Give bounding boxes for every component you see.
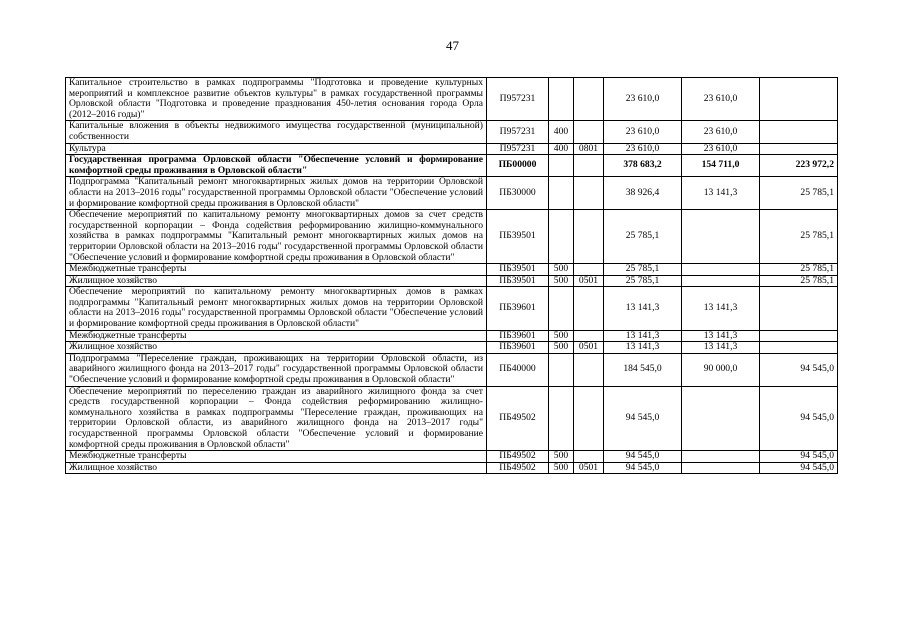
table-body [66,78,838,474]
cell-amount-2016: 23 610,0 [682,78,760,121]
cell-target-article: ПБ39501 [487,210,549,264]
cell-amount-2017: 25 785,1 [760,264,838,276]
cell-total: 25 785,1 [604,210,682,264]
cell-target-article: П957231 [487,143,549,155]
cell-section [574,353,604,386]
table-row [66,342,838,354]
cell-total: 23 610,0 [604,143,682,155]
table-row [66,155,838,177]
cell-amount-2016: 13 141,3 [682,177,760,210]
cell-description: Подпрограмма "Капитальный ремонт многоквартирных жилых домов на территории Орловской области на 2013–2016 годы" государственной программы Орловской области "Обеспечение условий и формирование комфортной среды проживания в Орловской области" [66,177,487,210]
cell-amount-2017 [760,78,838,121]
table-row [66,330,838,342]
table-row [66,121,838,143]
cell-target-article: П957231 [487,121,549,143]
cell-target-article: ПБ39601 [487,330,549,342]
cell-description: Культура [66,143,487,155]
cell-amount-2016: 13 141,3 [682,287,760,330]
cell-description: Капитальное строительство в рамках подпрограммы "Подготовка и проведение культурных мероприятий и комплексное развитие объектов культуры" в рамках государственной программы Орловской области "Подготовка и проведение празднования 450-летия основания города Орла (2012–2016 годы)" [66,78,487,121]
cell-section [574,121,604,143]
table-row [66,275,838,287]
cell-amount-2017: 25 785,1 [760,177,838,210]
cell-amount-2017: 25 785,1 [760,275,838,287]
cell-target-article: ПБ40000 [487,353,549,386]
budget-table [65,77,838,474]
cell-expense-type [549,210,574,264]
cell-description: Обеспечение мероприятий по переселению граждан из аварийного жилищного фонда за счет средств государственной корпорации – Фонда содействия реформированию жилищно-коммунального хозяйства в рамках подпрограммы "Переселение граждан, проживающих на территории Орловской области, из аварийного жилищного фонда на 2013–2017 годы" государственной программы Орловской области "Обеспечение условий и формирование комфортной среды проживания в Орловской области" [66,386,487,451]
cell-amount-2016: 154 711,0 [682,155,760,177]
cell-description: Обеспечение мероприятий по капитальному ремонту многоквартирных домов за счет средств государственной корпорации – Фонда содействия реформированию жилищно-коммунального хозяйства в рамках подпрограммы "Капитальный ремонт многоквартирных жилых домов на территории Орловской области на 2013–2016 годы" государственной программы Орловской области "Обеспечение условий и формирование комфортной среды проживания в Орловской области" [66,210,487,264]
cell-amount-2016: 90 000,0 [682,353,760,386]
cell-amount-2017: 223 972,2 [760,155,838,177]
cell-amount-2017 [760,330,838,342]
cell-description: Жилищное хозяйство [66,342,487,354]
cell-amount-2017: 25 785,1 [760,210,838,264]
table-row [66,78,838,121]
cell-section: 0501 [574,275,604,287]
cell-total: 38 926,4 [604,177,682,210]
cell-amount-2016 [682,386,760,451]
table-row [66,462,838,474]
cell-description: Межбюджетные трансферты [66,330,487,342]
cell-description: Подпрограмма "Переселение граждан, проживающих на территории Орловской области, из аварийного жилищного фонда на 2013–2017 годы" государственной программы Орловской области "Обеспечение условий и формирование комфортной среды проживания в Орловской области" [66,353,487,386]
cell-total: 378 683,2 [604,155,682,177]
table-row [66,264,838,276]
cell-expense-type [549,353,574,386]
cell-section [574,78,604,121]
cell-expense-type: 500 [549,264,574,276]
cell-amount-2016 [682,451,760,463]
cell-total: 23 610,0 [604,78,682,121]
cell-amount-2017: 94 545,0 [760,462,838,474]
cell-expense-type [549,155,574,177]
cell-description: Капитальные вложения в объекты недвижимого имущества государственной (муниципальной) собственности [66,121,487,143]
cell-total: 13 141,3 [604,330,682,342]
table-row [66,451,838,463]
cell-description: Жилищное хозяйство [66,462,487,474]
cell-amount-2016: 13 141,3 [682,342,760,354]
cell-section: 0801 [574,143,604,155]
cell-target-article: ПБ39601 [487,287,549,330]
cell-total: 25 785,1 [604,275,682,287]
cell-target-article: ПБ39501 [487,264,549,276]
cell-amount-2016 [682,210,760,264]
cell-total: 25 785,1 [604,264,682,276]
cell-amount-2016 [682,264,760,276]
cell-description: Межбюджетные трансферты [66,451,487,463]
table-row [66,386,838,451]
cell-expense-type: 400 [549,121,574,143]
cell-section [574,330,604,342]
cell-expense-type: 500 [549,342,574,354]
cell-expense-type: 400 [549,143,574,155]
cell-amount-2016: 23 610,0 [682,121,760,143]
cell-target-article: ПБ49502 [487,451,549,463]
cell-section [574,451,604,463]
cell-expense-type: 500 [549,275,574,287]
cell-expense-type [549,78,574,121]
cell-total: 13 141,3 [604,342,682,354]
cell-amount-2017 [760,342,838,354]
cell-section [574,386,604,451]
cell-section [574,210,604,264]
cell-amount-2017: 94 545,0 [760,353,838,386]
page-number: 47 [446,38,459,53]
cell-total: 94 545,0 [604,462,682,474]
cell-amount-2016 [682,275,760,287]
cell-total: 13 141,3 [604,287,682,330]
cell-total: 184 545,0 [604,353,682,386]
cell-expense-type: 500 [549,451,574,463]
cell-description: Государственная программа Орловской области "Обеспечение условий и формирование комфортной среды проживания в Орловской области" [66,155,487,177]
cell-amount-2017 [760,287,838,330]
cell-section: 0501 [574,462,604,474]
cell-amount-2016 [682,462,760,474]
cell-target-article: ПБ49502 [487,462,549,474]
cell-amount-2017 [760,143,838,155]
table-row [66,177,838,210]
cell-target-article: ПБ49502 [487,386,549,451]
cell-total: 94 545,0 [604,451,682,463]
cell-target-article: ПБ30000 [487,177,549,210]
cell-target-article: ПБ39601 [487,342,549,354]
cell-amount-2016: 13 141,3 [682,330,760,342]
cell-expense-type: 500 [549,330,574,342]
cell-section [574,264,604,276]
cell-section: 0501 [574,342,604,354]
cell-target-article: П957231 [487,78,549,121]
cell-amount-2016: 23 610,0 [682,143,760,155]
cell-expense-type: 500 [549,462,574,474]
table-row [66,143,838,155]
cell-description: Жилищное хозяйство [66,275,487,287]
cell-description: Межбюджетные трансферты [66,264,487,276]
table-row [66,287,838,330]
cell-section [574,155,604,177]
cell-amount-2017 [760,121,838,143]
cell-target-article: ПБ39501 [487,275,549,287]
cell-expense-type [549,287,574,330]
cell-amount-2017: 94 545,0 [760,386,838,451]
cell-total: 23 610,0 [604,121,682,143]
table-row [66,210,838,264]
cell-section [574,177,604,210]
cell-section [574,287,604,330]
table-row [66,353,838,386]
cell-total: 94 545,0 [604,386,682,451]
cell-expense-type [549,177,574,210]
cell-target-article: ПБ00000 [487,155,549,177]
cell-description: Обеспечение мероприятий по капитальному ремонту многоквартирных домов в рамках подпрограммы "Капитальный ремонт многоквартирных жилых домов на территории Орловской области на 2013–2016 годы" государственной программы Орловской области "Обеспечение условий и формирование комфортной среды проживания в Орловской области" [66,287,487,330]
cell-expense-type [549,386,574,451]
cell-amount-2017: 94 545,0 [760,451,838,463]
